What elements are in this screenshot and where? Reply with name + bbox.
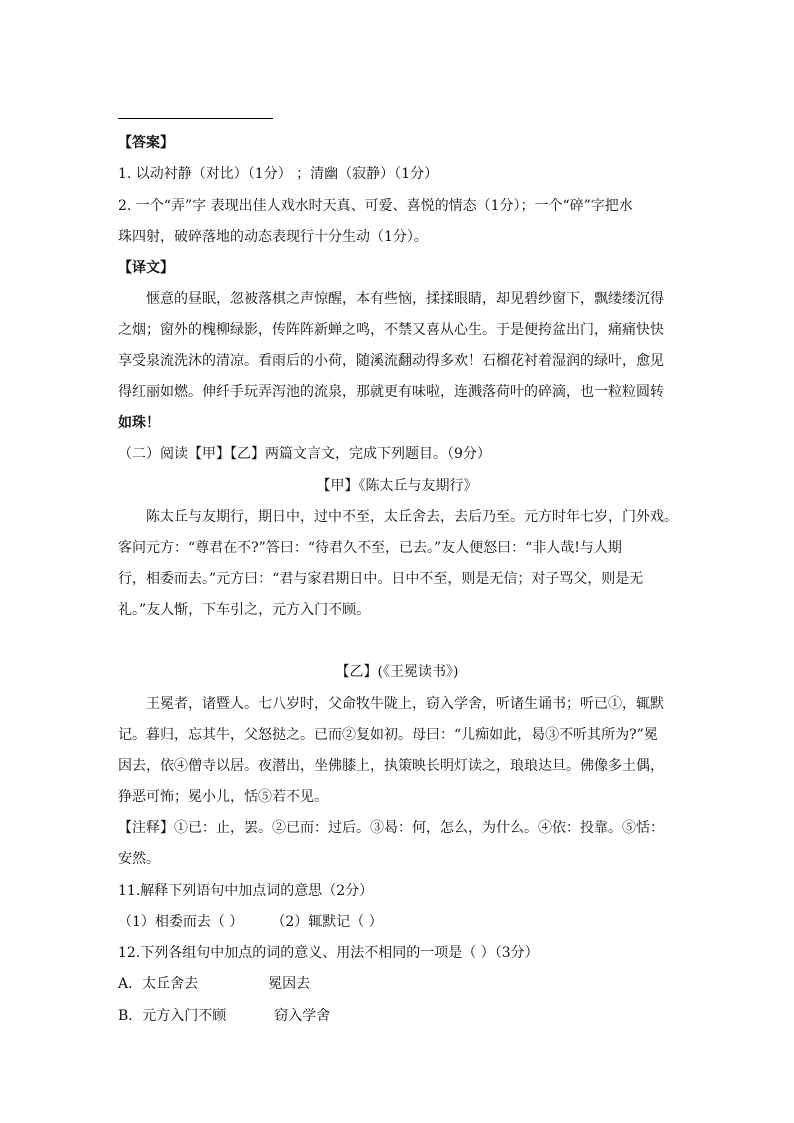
- notes-line2: 安然。: [118, 851, 160, 867]
- jia-line: 客问元方：“尊君在不?”答曰：“待君久不至，已去。”友人便怒曰：“非人哉!与人期: [118, 540, 622, 556]
- jia-line: 陈太丘与友期行，期日中，过中不至，太丘舍去，去后乃至。元方时年七岁，门外戏。: [146, 509, 678, 525]
- option-b-left: B．元方入门不顾: [118, 1008, 227, 1024]
- answer-2-line1: 2. 一个“弄”字 表现出佳人戏水时天真、可爱、喜悦的情态（1分）；一个“碎”字把水: [118, 198, 633, 214]
- answer-1: 1. 以动衬静（对比）（1分） ；清幽（寂静）（1分）: [118, 166, 439, 182]
- question-12-option-b: [118, 1006, 330, 1026]
- yi-line: 狰恶可怖；冕小儿，恬⑤若不见。: [118, 789, 328, 805]
- translation-header: 【译文】: [118, 260, 174, 276]
- question-11-option-2: （2）辄默记（ ）: [271, 914, 383, 930]
- jia-title: 【甲】《陈太丘与友期行》: [316, 478, 478, 494]
- notes-line1: 【注释】①已：止，罢。②已而：过后。③曷：何，怎么，为什么。④依：投靠。⑤恬：: [118, 820, 664, 836]
- question-12-option-a: [118, 974, 310, 994]
- answer-2-line2: 珠四射，破碎落地的动态表现行十分生动（1分）。: [118, 229, 428, 245]
- option-a-right: 冕因去: [268, 976, 311, 992]
- translation-line: 之烟；窗外的槐柳绿影，传阵阵新蝉之鸣，不禁又喜从心生。于是便挎盆出门，痛痛快快: [118, 322, 664, 338]
- jia-line: 行，相委而去。”元方曰：“君与家君期日中。日中不至，则是无信；对子骂父，则是无: [118, 571, 644, 587]
- jia-line: 礼。”友人惭，下车引之，元方入门不顾。: [118, 602, 371, 618]
- translation-line: 享受泉流洗沐的清凉。看雨后的小荷，随溪流翻动得多欢！石榴花衬着湿润的绿叶，愈见: [118, 353, 664, 369]
- question-11: 11.解释下列语句中加点词的意思（2分）: [118, 883, 374, 899]
- question-11-items: [118, 912, 383, 932]
- yi-line: 王冕者，诸暨人。七八岁时，父命牧牛陇上，窃入学舍，听诸生诵书；听已①，辄默: [146, 696, 664, 712]
- yi-line: 因去，依④僧寺以居。夜潜出，坐佛膝上，执策映长明灯读之，琅琅达旦。佛像多土偶，: [118, 758, 664, 774]
- answer-header: 【答案】: [118, 135, 174, 151]
- option-b-right: 窃入学舍: [274, 1008, 331, 1024]
- question-11-option-1: （1）相委而去（ ）: [118, 914, 244, 930]
- option-a-left: A．太丘舍去: [118, 976, 199, 992]
- section-intro: （二）阅读【甲】【乙】两篇文言文，完成下列题目。（9分）: [118, 446, 491, 462]
- translation-line: 得红丽如燃。伸纤手玩弄泻池的流泉，那就更有味啦，连溅落荷叶的碎滴，也一粒粒圆转: [118, 384, 664, 400]
- translation-line: 惬意的昼眠，忽被落棋之声惊醒，本有些恼，揉揉眼睛，却见碧纱窗下，飘缕缕沉得: [146, 291, 664, 307]
- yi-line: 记。暮归，忘其牛，父怒挞之。已而②复如初。母曰：“儿痴如此，曷③不听其所为?”冕: [118, 727, 658, 743]
- yi-title: 【乙】(《王冕读书》): [335, 664, 459, 680]
- translation-line: 如珠！: [118, 415, 160, 431]
- question-12: 12.下列各组句中加点的词的意义、用法不相同的一项是（ ）（3分）: [118, 945, 539, 961]
- footnote-divider: [118, 118, 273, 119]
